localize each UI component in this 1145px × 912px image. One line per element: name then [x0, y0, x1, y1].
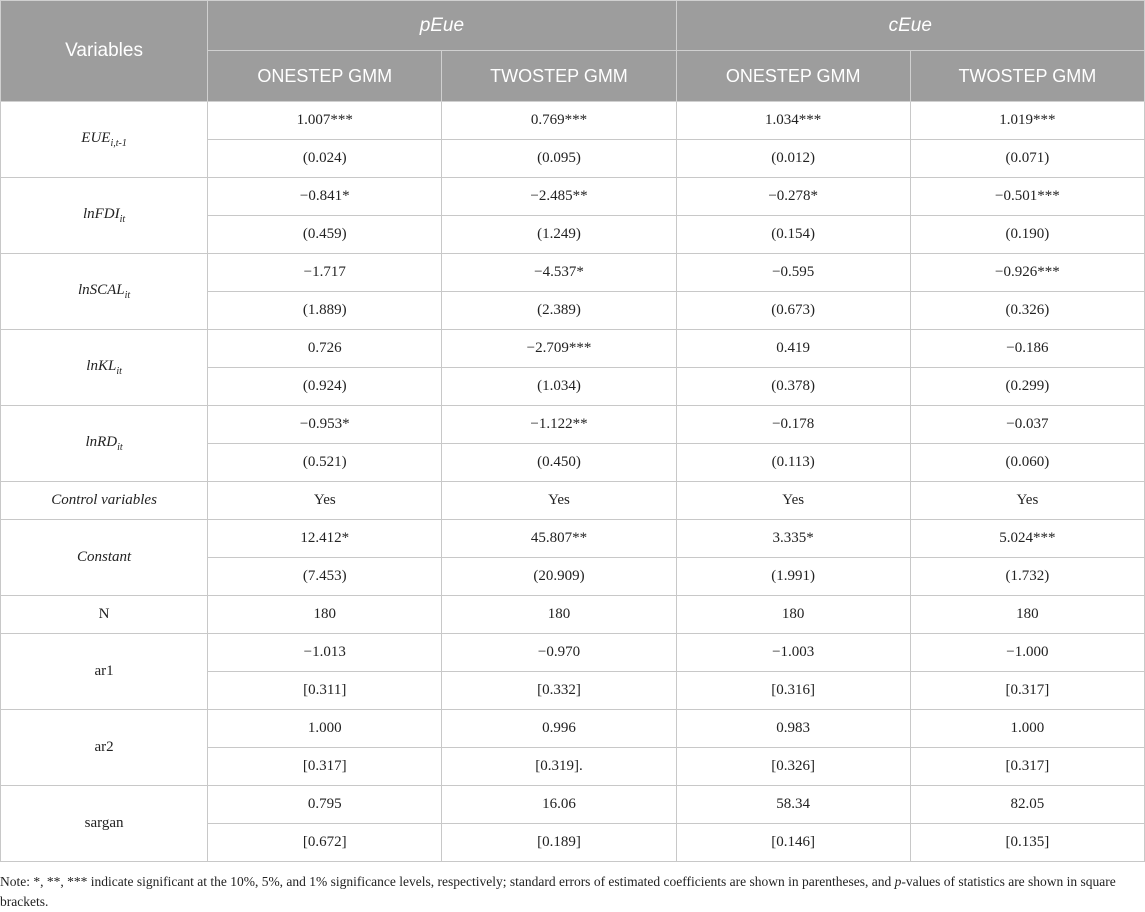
coefficient-cell: 0.419	[676, 330, 910, 368]
table-row	[1, 634, 1145, 672]
variable-name-cell	[1, 254, 208, 330]
statistic-cell: (0.071)	[910, 140, 1144, 178]
statistic-cell: [0.326]	[676, 748, 910, 786]
coefficient-cell: −0.278*	[676, 178, 910, 216]
variable-name: EUE	[81, 130, 111, 146]
table-body	[1, 102, 1145, 862]
statistic-cell: [0.311]	[208, 672, 442, 710]
coefficient-cell: 16.06	[442, 786, 676, 824]
coefficient-cell: −0.953*	[208, 406, 442, 444]
statistic-cell: [0.135]	[910, 824, 1144, 862]
coefficient-cell: −0.926***	[910, 254, 1144, 292]
table-row	[1, 406, 1145, 444]
coefficient-cell: 12.412*	[208, 520, 442, 558]
coefficient-cell: Yes	[910, 482, 1144, 520]
coefficient-cell: 180	[910, 596, 1144, 634]
coefficient-cell: 1.019***	[910, 102, 1144, 140]
table-row	[1, 520, 1145, 558]
coefficient-cell: −0.178	[676, 406, 910, 444]
table-header	[1, 1, 1145, 102]
coefficient-cell: 45.807**	[442, 520, 676, 558]
statistic-cell: (0.521)	[208, 444, 442, 482]
statistic-cell: (1.034)	[442, 368, 676, 406]
variable-name-cell	[1, 710, 208, 786]
statistic-cell: [0.319].	[442, 748, 676, 786]
statistic-cell: (0.924)	[208, 368, 442, 406]
coefficient-cell: −0.595	[676, 254, 910, 292]
statistic-cell: (0.113)	[676, 444, 910, 482]
coefficient-cell: Yes	[676, 482, 910, 520]
table-row	[1, 786, 1145, 824]
variable-subscript: it	[119, 214, 126, 225]
coefficient-cell: −0.186	[910, 330, 1144, 368]
coefficient-cell: −0.037	[910, 406, 1144, 444]
group-header-ceue: cEue	[676, 1, 1144, 51]
coefficient-cell: Yes	[442, 482, 676, 520]
coefficient-cell: 1.000	[910, 710, 1144, 748]
variable-name-cell	[1, 786, 208, 862]
variable-name: lnRD	[85, 434, 118, 450]
method-header: TWOSTEP GMM	[442, 51, 676, 102]
variable-name: lnKL	[86, 358, 117, 374]
variable-name-cell	[1, 520, 208, 596]
coefficient-cell: 58.34	[676, 786, 910, 824]
coefficient-cell: 1.034***	[676, 102, 910, 140]
statistic-cell: [0.189]	[442, 824, 676, 862]
statistic-cell: (1.249)	[442, 216, 676, 254]
statistic-cell: (0.190)	[910, 216, 1144, 254]
method-header: ONESTEP GMM	[208, 51, 442, 102]
coefficient-cell: −2.709***	[442, 330, 676, 368]
statistic-cell: (2.389)	[442, 292, 676, 330]
statistic-cell: (0.326)	[910, 292, 1144, 330]
variable-name: lnSCAL	[77, 282, 125, 298]
group-header-peue: pEue	[208, 1, 676, 51]
statistic-cell: [0.332]	[442, 672, 676, 710]
coefficient-cell: 5.024***	[910, 520, 1144, 558]
coefficient-cell: −0.501***	[910, 178, 1144, 216]
coefficient-cell: 1.000	[208, 710, 442, 748]
statistic-cell: (1.991)	[676, 558, 910, 596]
variable-name: ar2	[94, 739, 114, 755]
coefficient-cell: −1.717	[208, 254, 442, 292]
variable-name: sargan	[84, 815, 124, 831]
coefficient-cell: 180	[208, 596, 442, 634]
statistic-cell: [0.317]	[208, 748, 442, 786]
statistic-cell: [0.146]	[676, 824, 910, 862]
variable-name-cell	[1, 482, 208, 520]
variable-name-cell	[1, 178, 208, 254]
coefficient-cell: Yes	[208, 482, 442, 520]
variable-name-cell	[1, 634, 208, 710]
table-row	[1, 482, 1145, 520]
statistic-cell: [0.317]	[910, 672, 1144, 710]
table-row	[1, 178, 1145, 216]
coefficient-cell: −1.000	[910, 634, 1144, 672]
coefficient-cell: 82.05	[910, 786, 1144, 824]
statistic-cell: (1.889)	[208, 292, 442, 330]
statistic-cell: (0.024)	[208, 140, 442, 178]
coefficient-cell: 0.996	[442, 710, 676, 748]
table-note	[0, 862, 1145, 912]
coefficient-cell: −0.970	[442, 634, 676, 672]
coefficient-cell: 0.769***	[442, 102, 676, 140]
table-row	[1, 254, 1145, 292]
variable-name: Control variables	[51, 492, 157, 508]
statistic-cell: (0.450)	[442, 444, 676, 482]
variable-subscript: it	[124, 290, 131, 301]
variable-name-cell	[1, 406, 208, 482]
statistic-cell: [0.672]	[208, 824, 442, 862]
method-header: TWOSTEP GMM	[910, 51, 1144, 102]
variable-name: N	[98, 606, 110, 622]
statistic-cell: (0.154)	[676, 216, 910, 254]
coefficient-cell: −1.003	[676, 634, 910, 672]
statistic-cell: (0.060)	[910, 444, 1144, 482]
variable-subscript: it	[117, 442, 123, 453]
statistic-cell: (1.732)	[910, 558, 1144, 596]
statistic-cell: (0.299)	[910, 368, 1144, 406]
variable-name: Constant	[76, 549, 132, 565]
header-row-groups	[1, 1, 1145, 51]
statistic-cell: (0.012)	[676, 140, 910, 178]
coefficient-cell: −1.013	[208, 634, 442, 672]
statistic-cell: (0.095)	[442, 140, 676, 178]
coefficient-cell: 0.795	[208, 786, 442, 824]
coefficient-cell: 1.007***	[208, 102, 442, 140]
coefficient-cell: 3.335*	[676, 520, 910, 558]
table-row	[1, 330, 1145, 368]
variable-name: lnFDI	[82, 206, 120, 222]
variable-name-cell	[1, 596, 208, 634]
coefficient-cell: 180	[676, 596, 910, 634]
variable-subscript: it	[116, 366, 122, 377]
statistic-cell: (0.673)	[676, 292, 910, 330]
coefficient-cell: −0.841*	[208, 178, 442, 216]
table-row	[1, 710, 1145, 748]
note-text: Note: *, **, *** indicate significant at the 10%, 5%, and 1% significance levels, respectively; standard errors of estimated coefficients are shown in parentheses, and	[0, 874, 895, 889]
statistic-cell: (20.909)	[442, 558, 676, 596]
statistic-cell: (7.453)	[208, 558, 442, 596]
statistic-cell: [0.316]	[676, 672, 910, 710]
statistic-cell: [0.317]	[910, 748, 1144, 786]
coefficient-cell: 0.983	[676, 710, 910, 748]
coefficient-cell: −1.122**	[442, 406, 676, 444]
note-text-end: -values of statistics are shown in square brackets.	[0, 874, 1116, 909]
coefficient-cell: 180	[442, 596, 676, 634]
table-row	[1, 102, 1145, 140]
note-p-symbol: p	[894, 874, 902, 889]
variable-subscript: i,t-1	[110, 138, 127, 149]
coefficient-cell: −2.485**	[442, 178, 676, 216]
coefficient-cell: 0.726	[208, 330, 442, 368]
variable-name-cell	[1, 102, 208, 178]
table-row	[1, 596, 1145, 634]
variable-name: ar1	[94, 663, 114, 679]
coefficient-cell: −4.537*	[442, 254, 676, 292]
variables-header: Variables	[1, 1, 208, 102]
statistic-cell: (0.459)	[208, 216, 442, 254]
method-header: ONESTEP GMM	[676, 51, 910, 102]
statistic-cell: (0.378)	[676, 368, 910, 406]
variable-name-cell	[1, 330, 208, 406]
